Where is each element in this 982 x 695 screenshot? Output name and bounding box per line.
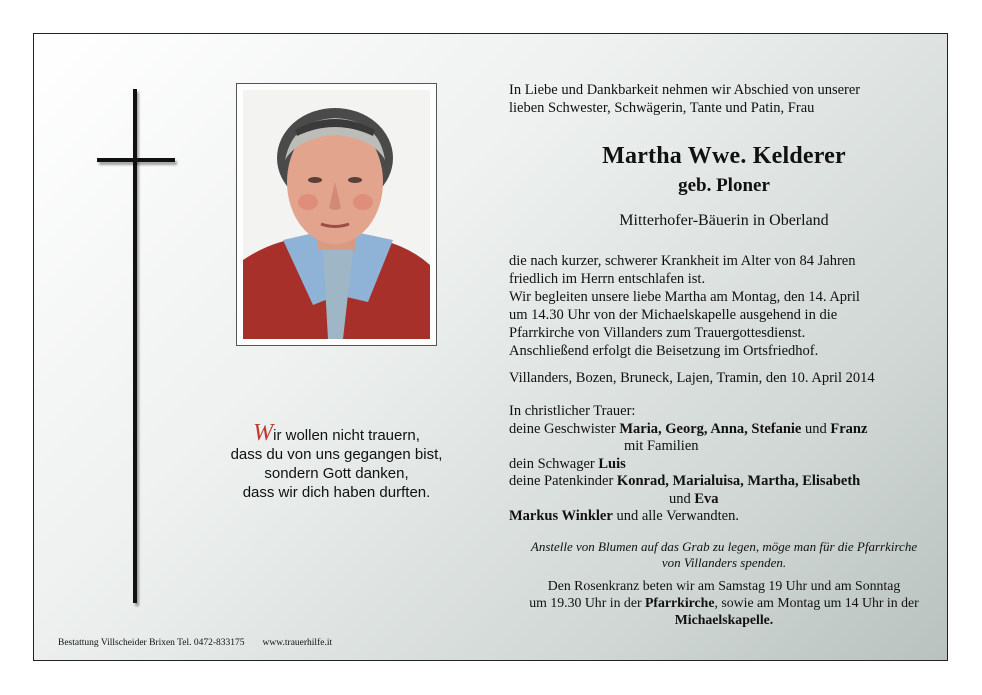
mourners-others: [509, 508, 939, 526]
siblings-und: und: [801, 420, 831, 437]
portrait-frame: [236, 83, 437, 346]
quote-initial: W: [253, 420, 274, 446]
siblings-names: Maria, Georg, Anna, Stefanie: [619, 420, 802, 437]
body-line: Wir begleiten unsere liebe Martha am Montag, den 14. April: [509, 289, 860, 305]
announcement-body: [509, 252, 939, 360]
rosary-line-2: [504, 594, 944, 611]
rosary-chapel: Michaelskapelle.: [674, 612, 774, 627]
occupation: Mitterhofer-Bäuerin in Oberland: [619, 212, 829, 229]
places-date: Villanders, Bozen, Bruneck, Lajen, Tramin, den 10. April 2014: [509, 370, 875, 386]
rosary-line-1: Den Rosenkranz beten wir am Samstag 19 Uhr und am Sonntag: [547, 578, 901, 593]
memorial-quote: [199, 420, 474, 502]
brother-in-law-name: Luis: [598, 455, 626, 472]
mourners-list: [509, 403, 939, 526]
intro-line-1: In Liebe und Dankbarkeit nehmen wir Abschied von unserer: [509, 82, 861, 98]
intro-text: [509, 81, 939, 117]
quote-line-2: dass du von uns gegangen bist,: [230, 446, 443, 463]
godchildren-last: Eva: [694, 490, 719, 507]
portrait-photo: [243, 90, 430, 339]
brother-in-law-prefix: dein Schwager: [509, 455, 599, 472]
quote-line-1: ir wollen nicht trauern,: [273, 427, 420, 444]
rosary-church: Pfarrkirche: [645, 595, 715, 610]
quote-line-4: dass wir dich haben durften.: [242, 484, 431, 501]
siblings-suffix: mit Familien: [624, 438, 699, 454]
obituary-card: [33, 33, 948, 661]
rosary-line-3: [504, 611, 944, 628]
body-line: um 14.30 Uhr von der Michaelskapelle ausgehend in die: [509, 307, 838, 323]
other-name: Markus Winkler: [509, 508, 613, 524]
maiden-name: geb. Ploner: [678, 175, 770, 196]
body-line: die nach kurzer, schwerer Krankheit im Alter von 84 Jahren: [509, 253, 856, 269]
cross-icon-bar: [97, 158, 175, 162]
undertaker-info: Bestattung Villscheider Brixen Tel. 0472-833175: [58, 638, 245, 648]
godchildren-und: und: [669, 490, 695, 507]
body-line: Anschließend erfolgt die Beisetzung im Ortsfriedhof.: [509, 343, 819, 359]
godchildren-last-line: [509, 491, 939, 509]
siblings-prefix: deine Geschwister: [509, 420, 620, 437]
flowers-line-2: von Villanders spenden.: [661, 555, 787, 570]
quote-line-3: sondern Gott danken,: [264, 465, 409, 482]
body-line: Pfarrkirche von Villanders zum Trauergottesdienst.: [509, 325, 806, 341]
deceased-name: Martha Wwe. Kelderer: [602, 143, 846, 169]
cross-icon: [133, 89, 137, 603]
mourners-heading: In christlicher Trauer:: [509, 403, 636, 419]
flowers-note: [504, 539, 944, 571]
other-suffix: und alle Verwandten.: [612, 508, 739, 524]
mourners-godchildren: [509, 473, 939, 491]
website-link[interactable]: www.trauerhilfe.it: [262, 638, 333, 648]
godchildren-prefix: deine Patenkinder: [509, 473, 617, 489]
flowers-line-1: Anstelle von Blumen auf das Grab zu legen, möge man für die Pfarrkirche: [530, 539, 918, 554]
rosary-line-2a: um 19.30 Uhr in der: [529, 595, 645, 610]
body-line: friedlich im Herrn entschlafen ist.: [509, 271, 706, 287]
intro-line-2: lieben Schwester, Schwägerin, Tante und Patin, Frau: [509, 100, 815, 116]
mourners-siblings: [509, 421, 939, 439]
rosary-note: [504, 577, 944, 628]
footer: [58, 638, 332, 648]
siblings-last: Franz: [830, 420, 868, 437]
rosary-line-2c: , sowie am Montag um 14 Uhr in der: [714, 595, 919, 610]
godchildren-names: Konrad, Marialuisa, Martha, Elisabeth: [616, 473, 861, 489]
mourners-brother-in-law: [509, 456, 939, 474]
